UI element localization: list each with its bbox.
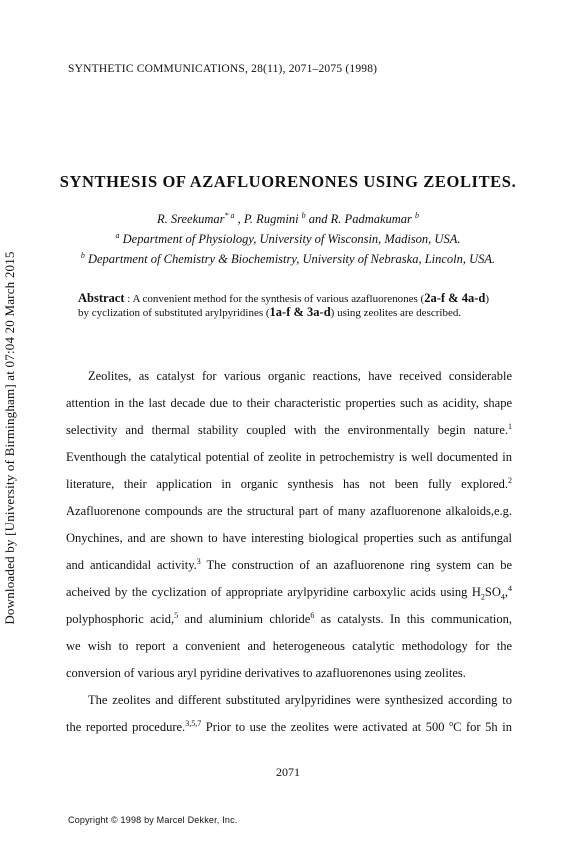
- affiliation-b-text: Department of Chemistry & Biochemistry, University of Nebraska, Lincoln, USA.: [87, 252, 496, 266]
- affiliation-b-mark: b: [80, 250, 85, 260]
- p2-line-2: [66, 714, 512, 741]
- ref-4: 4: [508, 583, 512, 593]
- p1-line-10-text-a: polyphosphoric acid,: [66, 612, 175, 626]
- affiliation-a-text: Department of Physiology, University of Wisconsin, Madison, USA.: [122, 232, 461, 246]
- degree-mark: o: [449, 718, 454, 728]
- abstract-compounds-1: 2a-f & 4a-d: [424, 291, 486, 305]
- p1-line-11: we wish to report a convenient and heterogeneous catalytic methodology for the: [66, 639, 512, 653]
- p1-line-10-text-c: as catalysts. In this communication,: [314, 612, 513, 626]
- abstract: [78, 292, 498, 320]
- ref-3-5-7: 3,5,7: [185, 718, 202, 728]
- p1-line-8-text-a: and anticandidal activity.: [66, 558, 197, 572]
- author-line: [0, 212, 576, 227]
- author-separator: ,: [234, 212, 244, 226]
- paper-title: SYNTHESIS OF AZAFLUORENONES USING ZEOLITES.: [59, 172, 517, 191]
- ref-1: 1: [508, 421, 512, 431]
- p1-line-10-text-b: and aluminium chloride: [178, 612, 311, 626]
- subscript-2: 2: [480, 592, 485, 602]
- p2-line-2-text-c: C for 5h in: [453, 720, 512, 734]
- ref-5: 5: [174, 610, 179, 620]
- p1-line-9-comma: ,: [504, 585, 508, 599]
- p1-line-1: Zeolites, as catalyst for various organic reactions, have received considerable: [88, 369, 512, 383]
- author-2-name: P. Rugmini: [243, 212, 299, 226]
- p1-line-7: Onychines, and are shown to have interesting biological properties such as antifungal: [66, 531, 512, 545]
- abstract-text-1: : A convenient method for the synthesis of various azafluorenones (: [124, 293, 425, 305]
- p1-line-3: [66, 417, 512, 444]
- abstract-text-3: ) using zeolites are described.: [330, 307, 462, 319]
- p1-line-10: [66, 606, 512, 633]
- copyright-notice: Copyright © 1998 by Marcel Dekker, Inc.: [68, 815, 238, 825]
- author-3-name: R. Padmakumar: [330, 212, 412, 226]
- author-1-name: R. Sreekumar: [156, 212, 225, 226]
- author-2-mark: b: [301, 210, 306, 220]
- paragraph-1: [66, 363, 512, 741]
- p1-line-9-text-a: acheived by the cyclization of appropriate arylpyridine carboxylic acids using H: [66, 585, 481, 599]
- ref-6: 6: [310, 610, 315, 620]
- abstract-label: Abstract: [78, 291, 125, 305]
- p1-line-8-text-b: The construction of an azafluorenone ring system can be: [200, 558, 512, 572]
- ref-3: 3: [196, 556, 201, 566]
- author-1-mark: * a: [224, 210, 235, 220]
- affiliation-b: [0, 252, 576, 267]
- p1-line-6: Azafluorenone compounds are the structural part of many azafluorenone alkaloids,e.g.: [66, 504, 512, 518]
- p1-line-9: [66, 579, 512, 606]
- p1-line-2: attention in the last decade due to their characteristic properties such as acidity, shape: [66, 396, 512, 410]
- p1-line-4: Eventhough the catalytical potential of zeolite in petrochemistry is well documented in: [66, 450, 512, 464]
- p1-line-5: [66, 471, 512, 498]
- affiliation-a-mark: a: [115, 230, 120, 240]
- affiliation-a: [0, 232, 576, 247]
- p2-line-2-text-a: the reported procedure.: [66, 720, 186, 734]
- p2-line-1: The zeolites and different substituted arylpyridines were synthesized according to: [88, 693, 512, 707]
- p1-line-3-text: selectivity and thermal stability coupled with the environmentally begin nature.: [66, 423, 508, 437]
- p1-line-12: conversion of various aryl pyridine derivatives to azafluorenones using zeolites.: [66, 666, 466, 680]
- p1-line-5-text: literature, their application in organic synthesis has not been fully explored.: [66, 477, 508, 491]
- author-3-mark: b: [415, 210, 420, 220]
- subscript-4: 4: [500, 592, 505, 602]
- abstract-text-2: ) by cyclization of substituted arylpyridines (: [78, 293, 489, 319]
- p2-line-2-text-b: Prior to use the zeolites were activated at 500: [201, 720, 450, 734]
- abstract-compounds-2: 1a-f & 3a-d: [269, 305, 331, 319]
- author-and: and: [305, 212, 331, 226]
- page-number: 2071: [276, 765, 300, 779]
- p1-line-8: [66, 552, 512, 579]
- ref-2: 2: [508, 475, 512, 485]
- download-watermark: Downloaded by [University of Birmingham] at 07:04 20 March 2015: [2, 251, 17, 625]
- p1-line-9-text-b: SO: [484, 585, 501, 599]
- journal-citation: SYNTHETIC COMMUNICATIONS, 28(11), 2071–2075 (1998): [68, 63, 378, 75]
